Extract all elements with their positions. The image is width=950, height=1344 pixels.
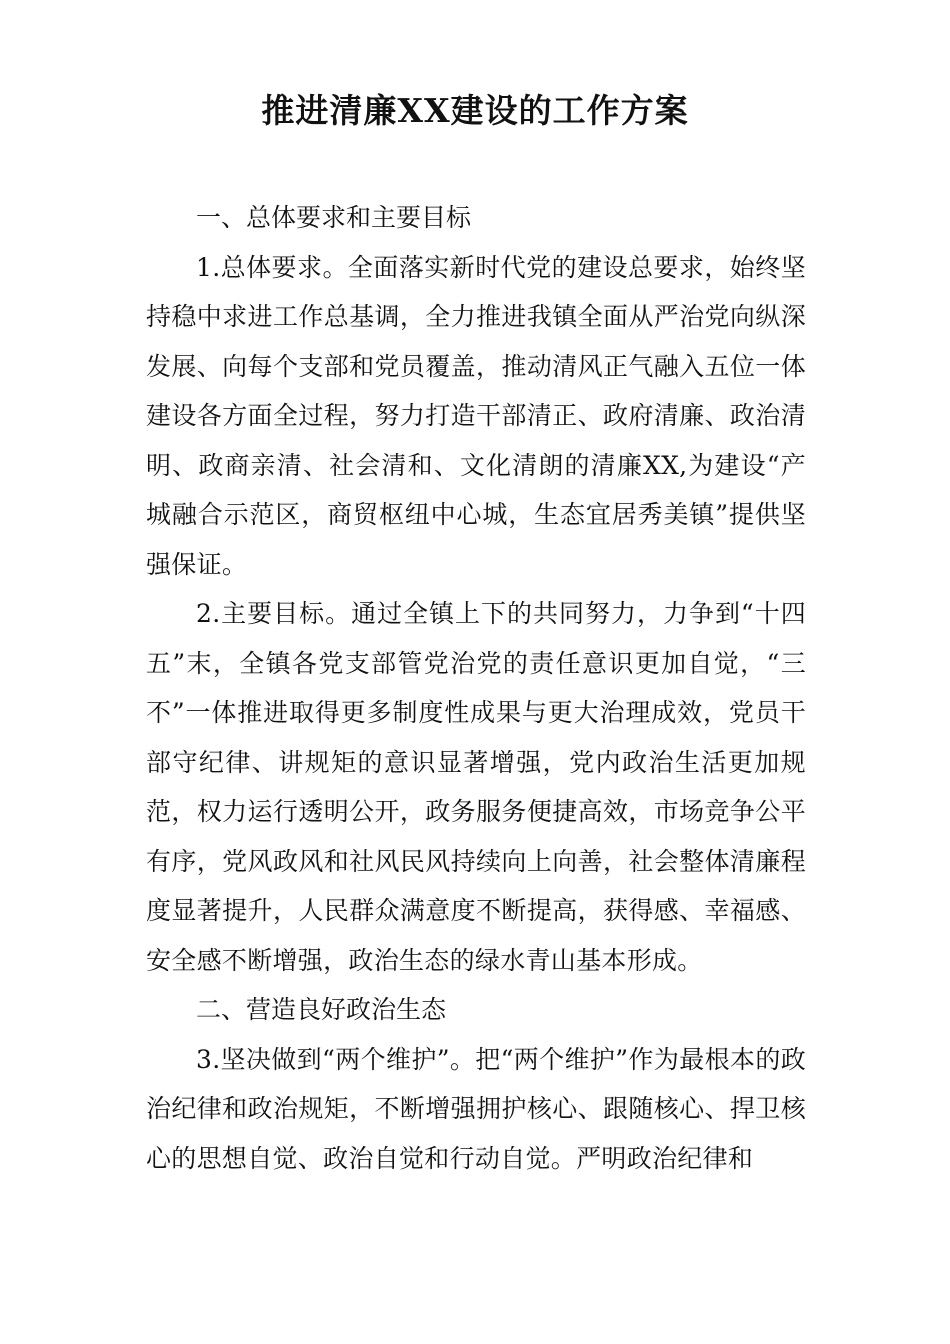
paragraph-main-goals: 2.主要目标。通过全镇上下的共同努力，力争到“十四五”末，全镇各党支部管党治党的责任意识更加自觉，“三不”一体推进取得更多制度性成果与更大治理成效，党员干部守纪律、讲规矩的意识显著增强，党内政治生活更加规范，权力运行透明公开，政务服务便捷高效，市场竞争公平有序，党风政风和社风民风持续向上向善，社会整体清廉程度显著提升，人民群众满意度不断提高，获得感、幸福感、安全感不断增强，政治生态的绿水青山基本形成。 bbox=[146, 599, 806, 975]
paragraph-general-requirements: 1.总体要求。全面落实新时代党的建设总要求，始终坚持稳中求进工作总基调，全力推进我镇全面从严治党向纵深发展、向每个支部和党员覆盖，推动清风正气融入五位一体建设各方面全过程，努力打造干部清正、政府清廉、政治清明、政商亲清、社会清和、文化清朗的清廉XX,为建设“产城融合示范区，商贸枢纽中心城，生态宜居秀美镇”提供坚强保证。 bbox=[146, 252, 806, 579]
paragraph-two-safeguards: 3.坚决做到“两个维护”。把“两个维护”作为最根本的政治纪律和政治规矩，不断增强拥护核心、跟随核心、捍卫核心的思想自觉、政治自觉和行动自觉。严明政治纪律和 bbox=[146, 1044, 806, 1173]
section-heading: 一、总体要求和主要目标 bbox=[196, 203, 472, 232]
document-body bbox=[146, 193, 806, 1183]
document-title: 推进清廉XX建设的工作方案 bbox=[261, 91, 689, 130]
section-heading: 二、营造良好政治生态 bbox=[196, 995, 447, 1024]
